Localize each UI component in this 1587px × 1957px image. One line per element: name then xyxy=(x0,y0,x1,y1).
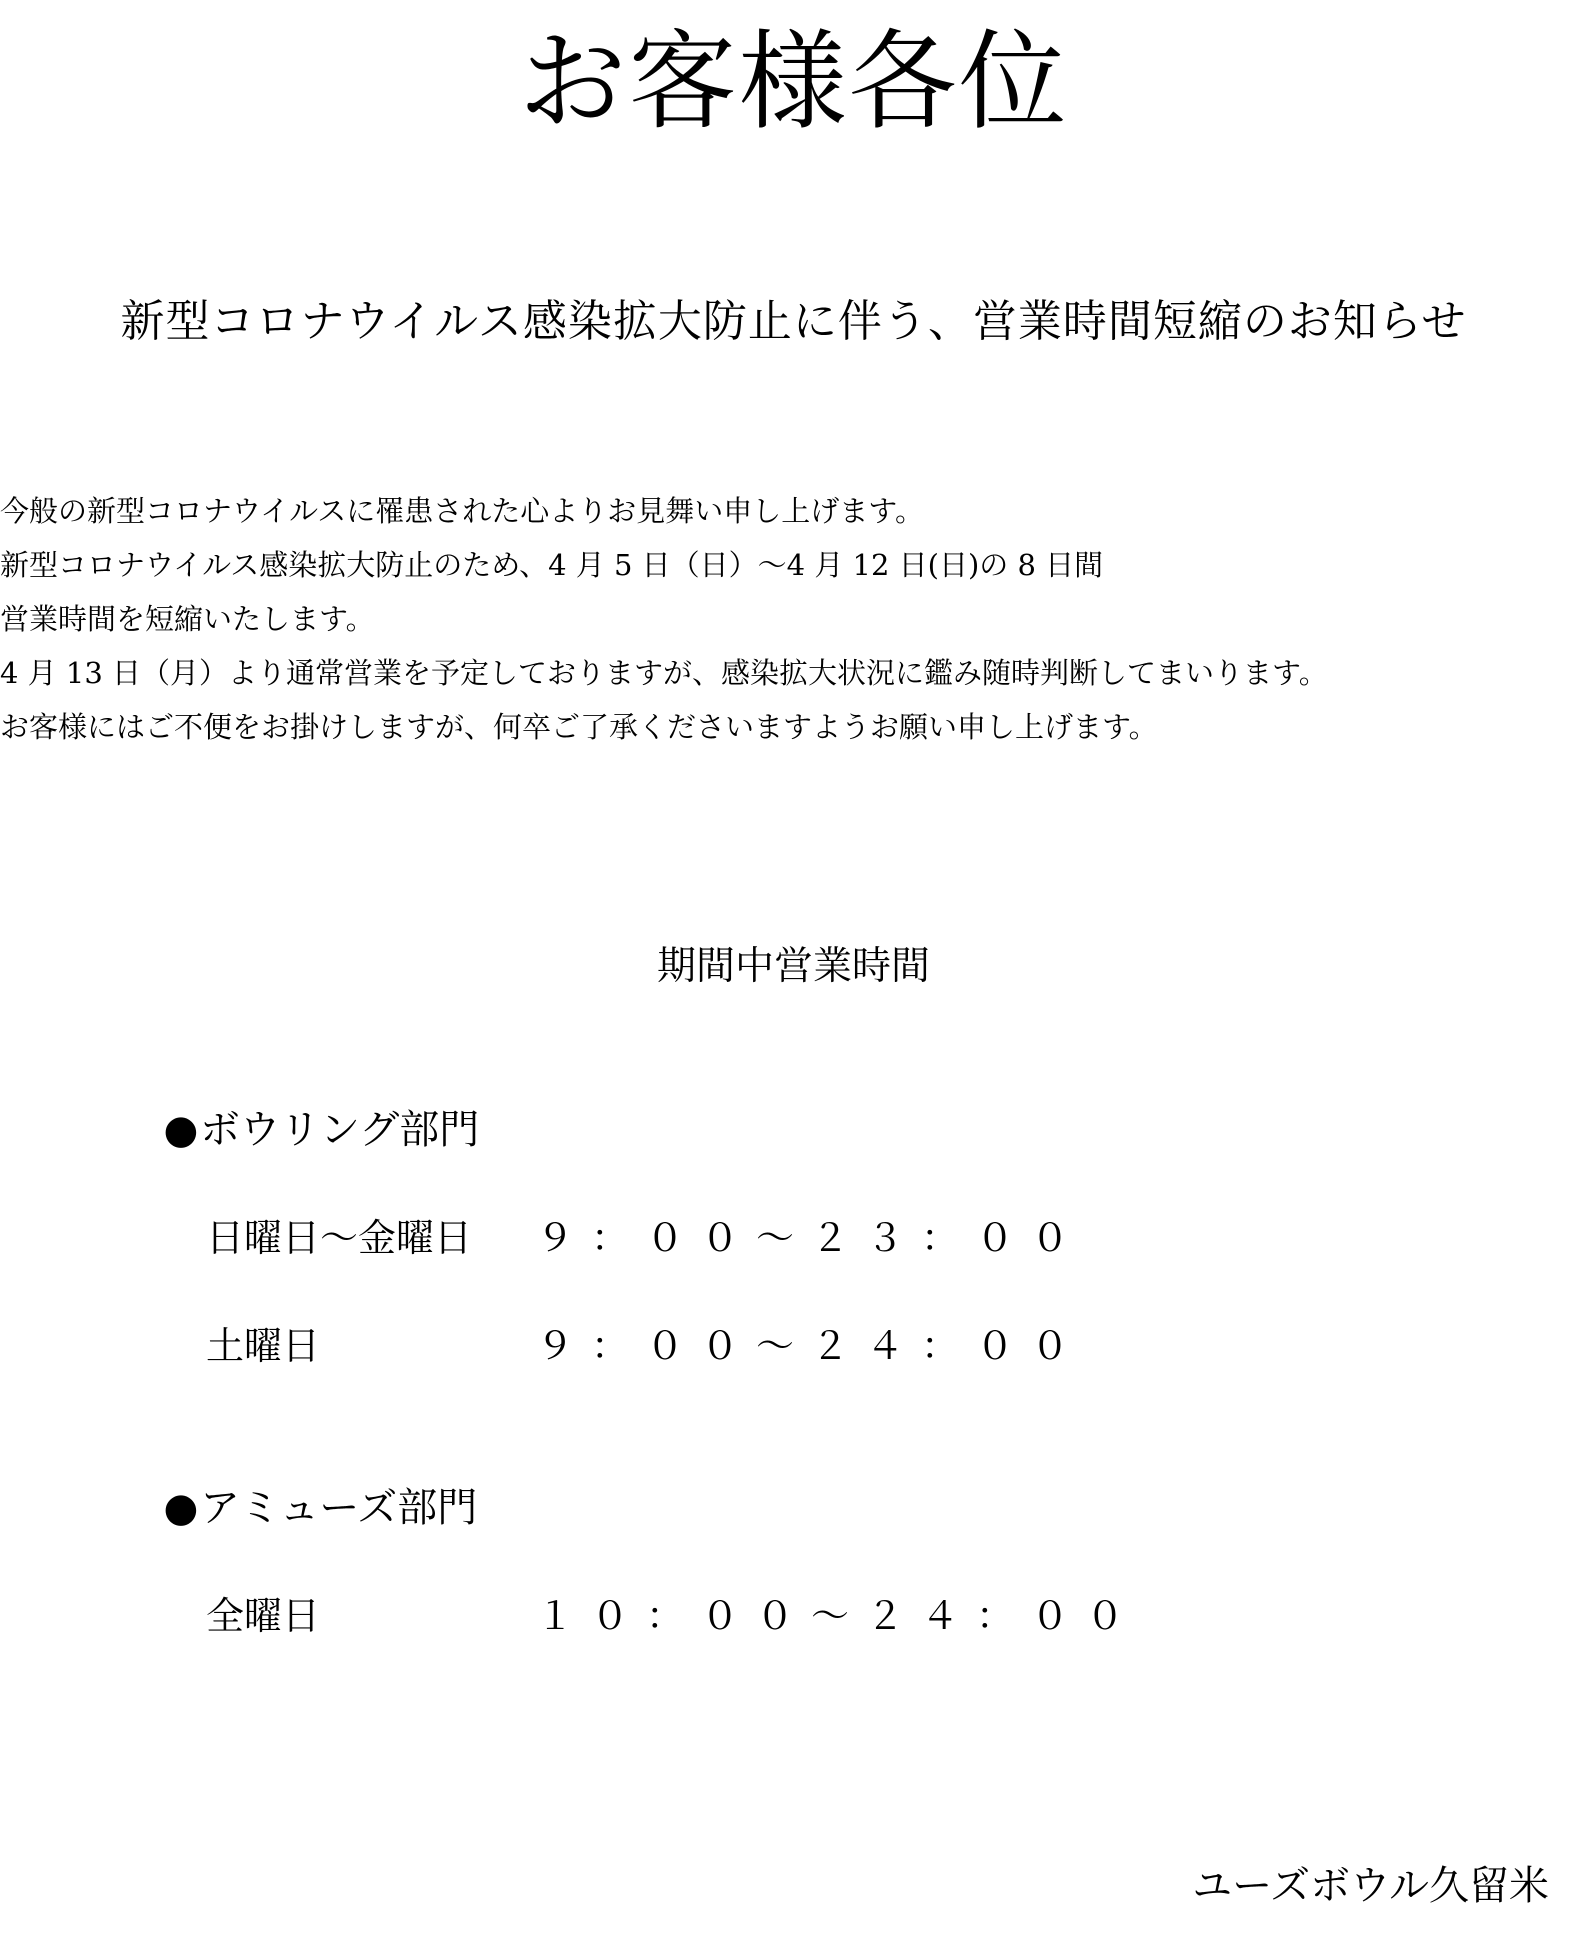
body-line: 今般の新型コロナウイルスに罹患された心よりお見舞い申し上げます。 xyxy=(0,494,924,528)
hours-time-value: ９：００～２４：００ xyxy=(536,1324,1087,1368)
body-line: 営業時間を短縮いたします。 xyxy=(0,602,375,636)
amusement-department-heading xyxy=(162,1480,477,1536)
company-signature: ユーズボウル久留米 xyxy=(1192,1863,1549,1909)
bowling-hours-weekday-row xyxy=(206,1210,1087,1266)
page-title: お客様各位 xyxy=(518,20,1069,145)
hours-day-label: 全曜日 xyxy=(206,1594,321,1638)
hours-time-value: １０：００～２４：００ xyxy=(536,1594,1142,1638)
bullet-icon: ● xyxy=(163,1107,199,1153)
body-line: 4 月 13 日（月）より通常営業を予定しておりますが、感染拡大状況に鑑み随時判断してまいります。 xyxy=(0,656,1328,690)
body-line: 新型コロナウイルス感染拡大防止のため、4 月 5 日（日）～4 月 12 日(日)の 8 日間 xyxy=(0,548,1104,582)
bowling-hours-saturday-row xyxy=(206,1318,1087,1374)
amusement-hours-row xyxy=(206,1588,1142,1644)
notice-body xyxy=(0,484,1587,754)
amusement-department-label: アミューズ部門 xyxy=(200,1485,478,1531)
hours-day-label: 日曜日～金曜日 xyxy=(206,1216,473,1260)
hours-day-label: 土曜日 xyxy=(206,1324,321,1368)
hours-heading: 期間中営業時間 xyxy=(656,944,930,989)
body-line: お客様にはご不便をお掛けしますが、何卒ご了承くださいますようお願い申し上げます。 xyxy=(0,710,1158,744)
bowling-department-heading xyxy=(162,1102,479,1158)
bowling-department-label: ボウリング部門 xyxy=(200,1107,480,1153)
notice-subtitle: 新型コロナウイルス感染拡大防止に伴う、営業時間短縮のお知らせ xyxy=(120,296,1467,347)
hours-time-value: ９：００～２３：００ xyxy=(536,1216,1087,1260)
bullet-icon: ● xyxy=(163,1485,199,1531)
